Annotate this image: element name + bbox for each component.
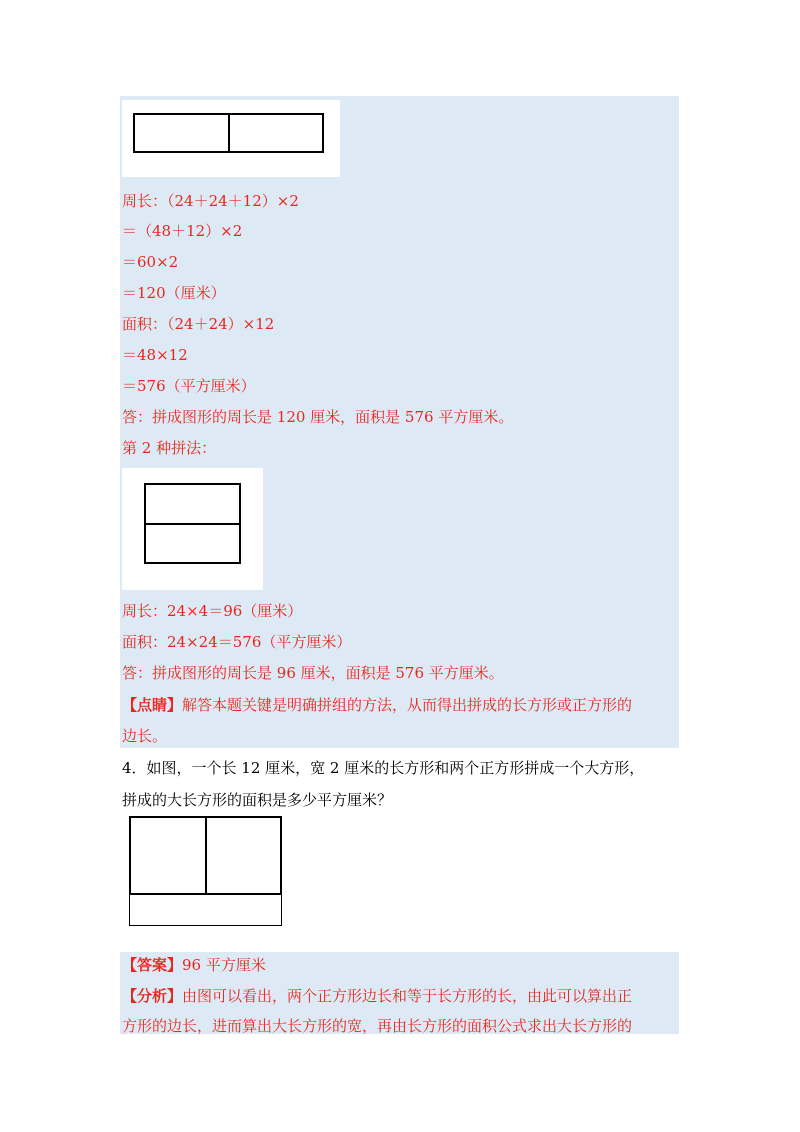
figure-3-bottom-strip — [129, 893, 282, 926]
answer-text: 96 平方厘米 — [182, 956, 266, 974]
dianjing-line-2: 边长。 — [122, 727, 168, 745]
question-4-line-1: 4．如图，一个长 12 厘米，宽 2 厘米的长方形和两个正方形拼成一个大方形， — [122, 759, 645, 777]
figure-3-left-square — [129, 816, 207, 895]
dianjing-tag: 【点睛】 — [122, 696, 183, 714]
figure-1-horizontal-rectangles — [133, 113, 324, 153]
method-2-heading: 第 2 种拼法： — [122, 439, 217, 457]
question-4-line-2: 拼成的大长方形的面积是多少平方厘米？ — [122, 791, 393, 809]
figure-2-stacked-rectangles — [144, 483, 241, 564]
figure-1-divider — [228, 115, 230, 151]
analysis-text-1: 由图可以看出，两个正方形边长和等于长方形的长，由此可以算出正 — [182, 987, 633, 1005]
analysis-line-1 — [122, 986, 632, 1006]
perimeter-formula-1: 周长：（24＋24＋12）×2 — [122, 192, 299, 210]
area-square: 面积：24×24＝576（平方厘米） — [122, 633, 352, 651]
dianjing-line-1 — [122, 695, 632, 715]
analysis-line-2: 方形的边长，进而算出大长方形的宽，再由长方形的面积公式求出大长方形的 — [122, 1017, 633, 1035]
figure-3-right-square — [205, 816, 282, 895]
dianjing-text: 解答本题关键是明确拼组的方法，从而得出拼成的长方形或正方形的 — [182, 696, 633, 714]
perimeter-result: ＝120（厘米） — [122, 284, 226, 302]
figure-2-divider — [146, 523, 239, 525]
perimeter-step-2: ＝（48＋12）×2 — [122, 222, 243, 240]
answer-line — [122, 955, 266, 975]
analysis-tag: 【分析】 — [122, 987, 183, 1005]
perimeter-square: 周长：24×4＝96（厘米） — [122, 602, 303, 620]
perimeter-step-3: ＝60×2 — [122, 253, 179, 271]
answer-sentence-1: 答：拼成图形的周长是 120 厘米，面积是 576 平方厘米。 — [122, 408, 514, 426]
figure-3-composite-rectangle — [129, 816, 283, 926]
area-result: ＝576（平方厘米） — [122, 377, 256, 395]
answer-sentence-2: 答：拼成图形的周长是 96 厘米，面积是 576 平方厘米。 — [122, 664, 504, 682]
area-formula-1: 面积：（24＋24）×12 — [122, 315, 275, 333]
area-step-2: ＝48×12 — [122, 346, 188, 364]
answer-tag: 【答案】 — [122, 956, 183, 974]
